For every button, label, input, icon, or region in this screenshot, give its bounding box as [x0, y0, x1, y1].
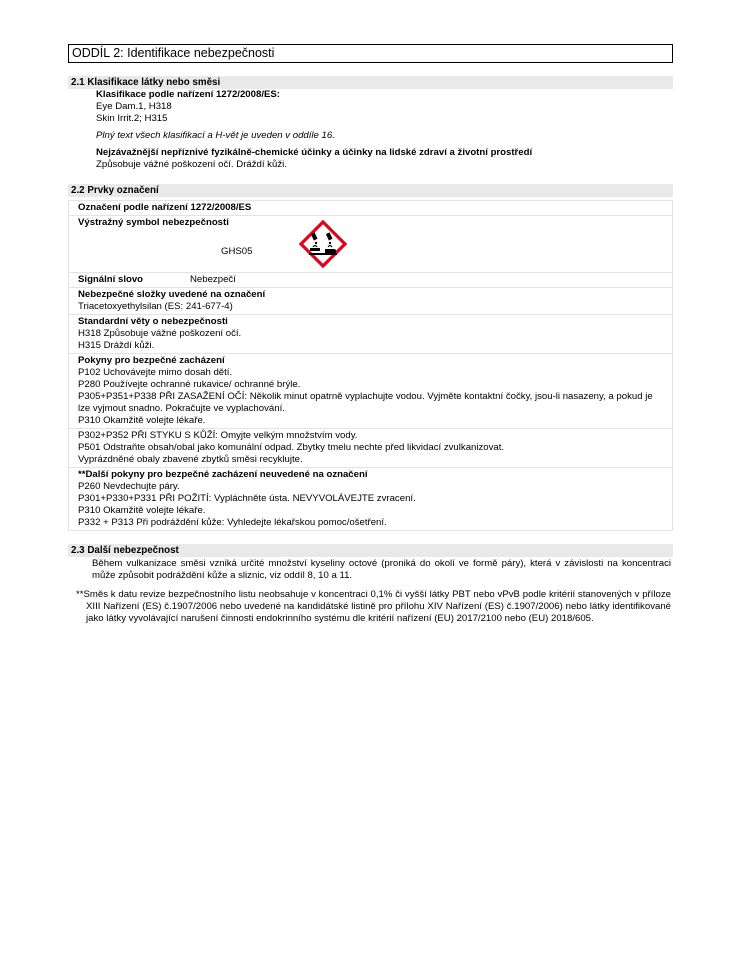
extra-line: P310 Okamžitě volejte lékaře.	[78, 505, 206, 516]
other-hazards-text: Během vulkanizace směsi vzniká určité množství kyseliny octové (proniká do okolí ve formě páry), která v závislosti na koncentraci může způsobit podráždění kůže a sliznic, viz oddíl 8, 10 a 11.	[92, 558, 671, 581]
sds-section-2	[68, 44, 673, 625]
corrosion-icon	[299, 220, 347, 268]
extra-line: P260 Nevdechujte páry.	[78, 481, 180, 492]
extra-precaution-box	[68, 468, 673, 531]
signal-value: Nebezpečí	[190, 274, 236, 285]
precaution-line: P305+P351+P338 PŘI ZASAŽENÍ OČÍ: Několik minut opatrně vyplachujte vodou. Vyjměte kontaktní čočky, jsou-li nasazeny, a pokud je lze vyjmout snadno. Pokračujte ve vyplachování.	[78, 391, 653, 414]
hazard-line: H318 Způsobuje vážné poškození očí.	[78, 328, 242, 339]
classification-item: Eye Dam.1, H318	[96, 101, 172, 112]
heading-2-3: 2.3 Další nebezpečnost	[68, 544, 673, 557]
precaution-line: P501 Odstraňte obsah/obal jako komunální odpad. Zbytky tmelu nechte před likvidací zvulkanizovat.	[78, 442, 505, 453]
heading-2-1: 2.1 Klasifikace látky nebo směsi	[68, 76, 673, 89]
components-text: Triacetoxyethylsilan (ES: 241-677-4)	[78, 301, 233, 312]
pictogram-row	[68, 216, 673, 273]
extra-line: P301+P330+P331 PŘI POŽITÍ: Vypláchněte ústa. NEVYVOLÁVEJTE zvracení.	[78, 493, 416, 504]
extra-title: **Další pokyny pro bezpečné zacházení neuvedené na označení	[78, 469, 368, 480]
precaution-line: P280 Používejte ochranné rukavice/ ochranné brýle.	[78, 379, 301, 390]
signal-label: Signální slovo	[78, 274, 144, 285]
symbol-title: Výstražný symbol nebezpečnosti	[78, 217, 229, 228]
precaution-line: P310 Okamžitě volejte lékaře.	[78, 415, 206, 426]
signal-row	[68, 273, 673, 288]
section-title: ODDÍL 2: Identifikace nebezpečnosti	[68, 44, 673, 63]
precaution-line: Vyprázdněné obaly zbavené zbytků směsi recyklujte.	[78, 454, 303, 465]
footnote	[68, 589, 673, 625]
hazard-title: Standardní věty o nebezpečnosti	[78, 316, 228, 327]
components-title: Nebezpečné složky uvedené na označení	[78, 289, 266, 300]
effects-title: Nejzávažnější nepříznivé fyzikálně-chemické účinky a účinky na lidské zdraví a životní prostředí	[96, 147, 533, 158]
ghs-code: GHS05	[221, 246, 253, 257]
components-box	[68, 288, 673, 315]
classification-item: Skin Irrit.2; H315	[96, 113, 168, 124]
hazard-box	[68, 315, 673, 354]
heading-2-2: 2.2 Prvky označení	[68, 184, 673, 197]
classification-block	[68, 89, 673, 171]
precaution-box	[68, 354, 673, 429]
precaution-line: P302+P352 PŘI STYKU S KŮŽÍ: Omyjte velkým množstvím vody.	[78, 430, 358, 441]
label-regulation-title: Označení podle nařízení 1272/2008/ES	[68, 200, 673, 216]
classification-title: Klasifikace podle nařízení 1272/2008/ES:	[96, 89, 280, 100]
effects-text: Způsobuje vážné poškození očí. Dráždí kůži.	[96, 159, 287, 170]
footnote-text: **Směs k datu revize bezpečnostního listu neobsahuje v koncentraci 0,1% či vyšší látky PBT nebo vPvB podle kritérií stanovených v příloze XIII Nařízení (ES) č.1907/2006 nebo uvedené na kandidátské listině pro přílohu XIV Nařízení (ES) č.1907/2006) nebo látky identifikované jako látky vyvolávající narušení činnosti endokrinního systému dle kritérií nařízení (EU) 2017/2100 nebo (EU) 2018/605.	[76, 589, 671, 624]
classification-note: Plný text všech klasifikací a H-vět je uveden v oddíle 16.	[96, 130, 335, 141]
precaution-box-2	[68, 429, 673, 468]
precaution-line: P102 Uchovávejte mimo dosah dětí.	[78, 367, 233, 378]
extra-line: P332 + P313 Při podráždění kůže: Vyhledejte lékařskou pomoc/ošetření.	[78, 517, 387, 528]
hazard-line: H315 Dráždí kůži.	[78, 340, 155, 351]
precaution-title: Pokyny pro bezpečné zacházení	[78, 355, 225, 366]
